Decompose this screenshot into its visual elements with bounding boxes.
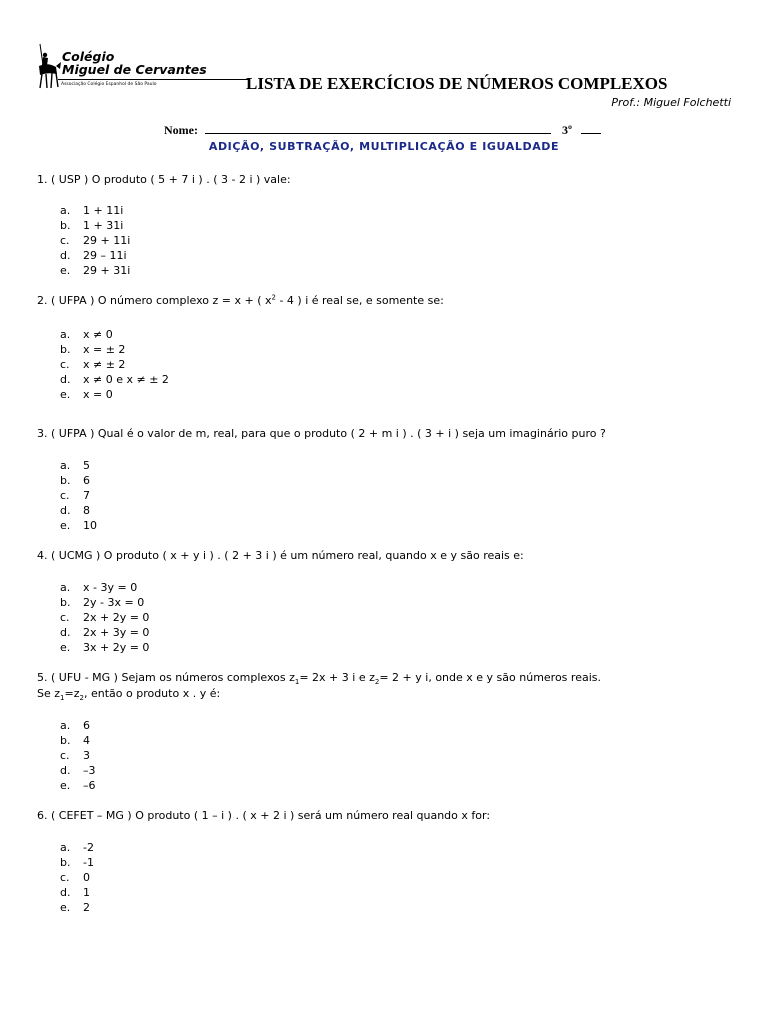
option-item: b. -1 [60, 856, 94, 869]
option-item: a. x - 3y = 0 [60, 581, 138, 594]
option-item: b. 4 [60, 734, 90, 747]
option-item: d. 8 [60, 504, 90, 517]
question-3: 3. ( UFPA ) Qual é o valor de m, real, para que o produto ( 2 + m i ) . ( 3 + i ) seja um imaginário puro ? [37, 427, 606, 440]
option-item: a. 5 [60, 459, 90, 472]
option-item: c. x ≠ ± 2 [60, 358, 126, 371]
option-item: a. x ≠ 0 [60, 328, 113, 341]
option-item: a. -2 [60, 841, 94, 854]
option-item: e. 2 [60, 901, 90, 914]
option-item: b. x = ± 2 [60, 343, 126, 356]
option-item: a. 1 + 11i [60, 204, 124, 217]
option-item: b. 2y - 3x = 0 [60, 596, 145, 609]
don-quixote-icon [36, 42, 62, 94]
question-1: 1. ( USP ) O produto ( 5 + 7 i ) . ( 3 - 2 i ) vale: [37, 173, 291, 186]
worksheet-subtitle: ADIÇÃO, SUBTRAÇÃO, MULTIPLICAÇÃO E IGUALDADE [208, 140, 560, 153]
question-6: 6. ( CEFET – MG ) O produto ( 1 – i ) . ( x + 2 i ) será um número real quando x for: [37, 809, 491, 822]
option-item: c. 2x + 2y = 0 [60, 611, 150, 624]
question-1-options [60, 203, 130, 278]
question-5-line-1: 5. ( UFU - MG ) Sejam os números complexos $z_1= 2x + 3$ i e $z_2= 2 + y$ i, onde x e y são números reais. [37, 671, 601, 687]
professor-name: Prof.: Miguel Folchetti [611, 96, 731, 109]
option-item: e. x = 0 [60, 388, 113, 401]
option-item: c. 7 [60, 489, 90, 502]
name-field-row [164, 123, 601, 138]
option-item: e. 10 [60, 519, 97, 532]
question-2: 2. ( UFPA ) O número complexo z = x + ( $x^2 - 4$ ) i é real se, e somente se: [37, 293, 444, 307]
grade-label: 3º [561, 123, 572, 137]
option-item: e. 29 + 31i [60, 264, 131, 277]
option-item: d. 2x + 3y = 0 [60, 626, 150, 639]
option-item: b. 6 [60, 474, 90, 487]
option-item: d. 29 – 11i [60, 249, 127, 262]
option-item: c. 3 [60, 749, 90, 762]
document-title: LISTA DE EXERCÍCIOS DE NÚMEROS COMPLEXOS [246, 74, 668, 93]
logo-subtitle: Associação Colégio Espanhol de São Paulo [61, 82, 157, 87]
option-item: a. 6 [60, 719, 90, 732]
question-3-options [60, 458, 97, 533]
name-blank-line [205, 123, 551, 134]
class-blank-line [581, 123, 601, 134]
name-label: Nome: [164, 123, 198, 137]
logo-divider [58, 79, 250, 80]
option-item: d. 1 [60, 886, 90, 899]
logo-name-line1: Colégio [62, 49, 115, 64]
option-item: e. 3x + 2y = 0 [60, 641, 150, 654]
option-item: c. 29 + 11i [60, 234, 131, 247]
option-item: e. –6 [60, 779, 96, 792]
question-4: 4. ( UCMG ) O produto ( x + y i ) . ( 2 + 3 i ) é um número real, quando x e y são reais e: [37, 549, 524, 562]
option-item: d. –3 [60, 764, 96, 777]
question-2-options [60, 327, 169, 402]
school-logo [36, 42, 250, 94]
question-4-options [60, 580, 149, 655]
option-item: c. 0 [60, 871, 90, 884]
question-5-line-2: Se $z_1=z_2$, então o produto x . y é: [37, 687, 221, 703]
logo-name-line2: Miguel de Cervantes [62, 62, 207, 77]
question-6-options [60, 840, 94, 915]
question-5-options [60, 718, 96, 793]
option-item: d. x ≠ 0 e x ≠ ± 2 [60, 373, 169, 386]
option-item: b. 1 + 31i [60, 219, 124, 232]
